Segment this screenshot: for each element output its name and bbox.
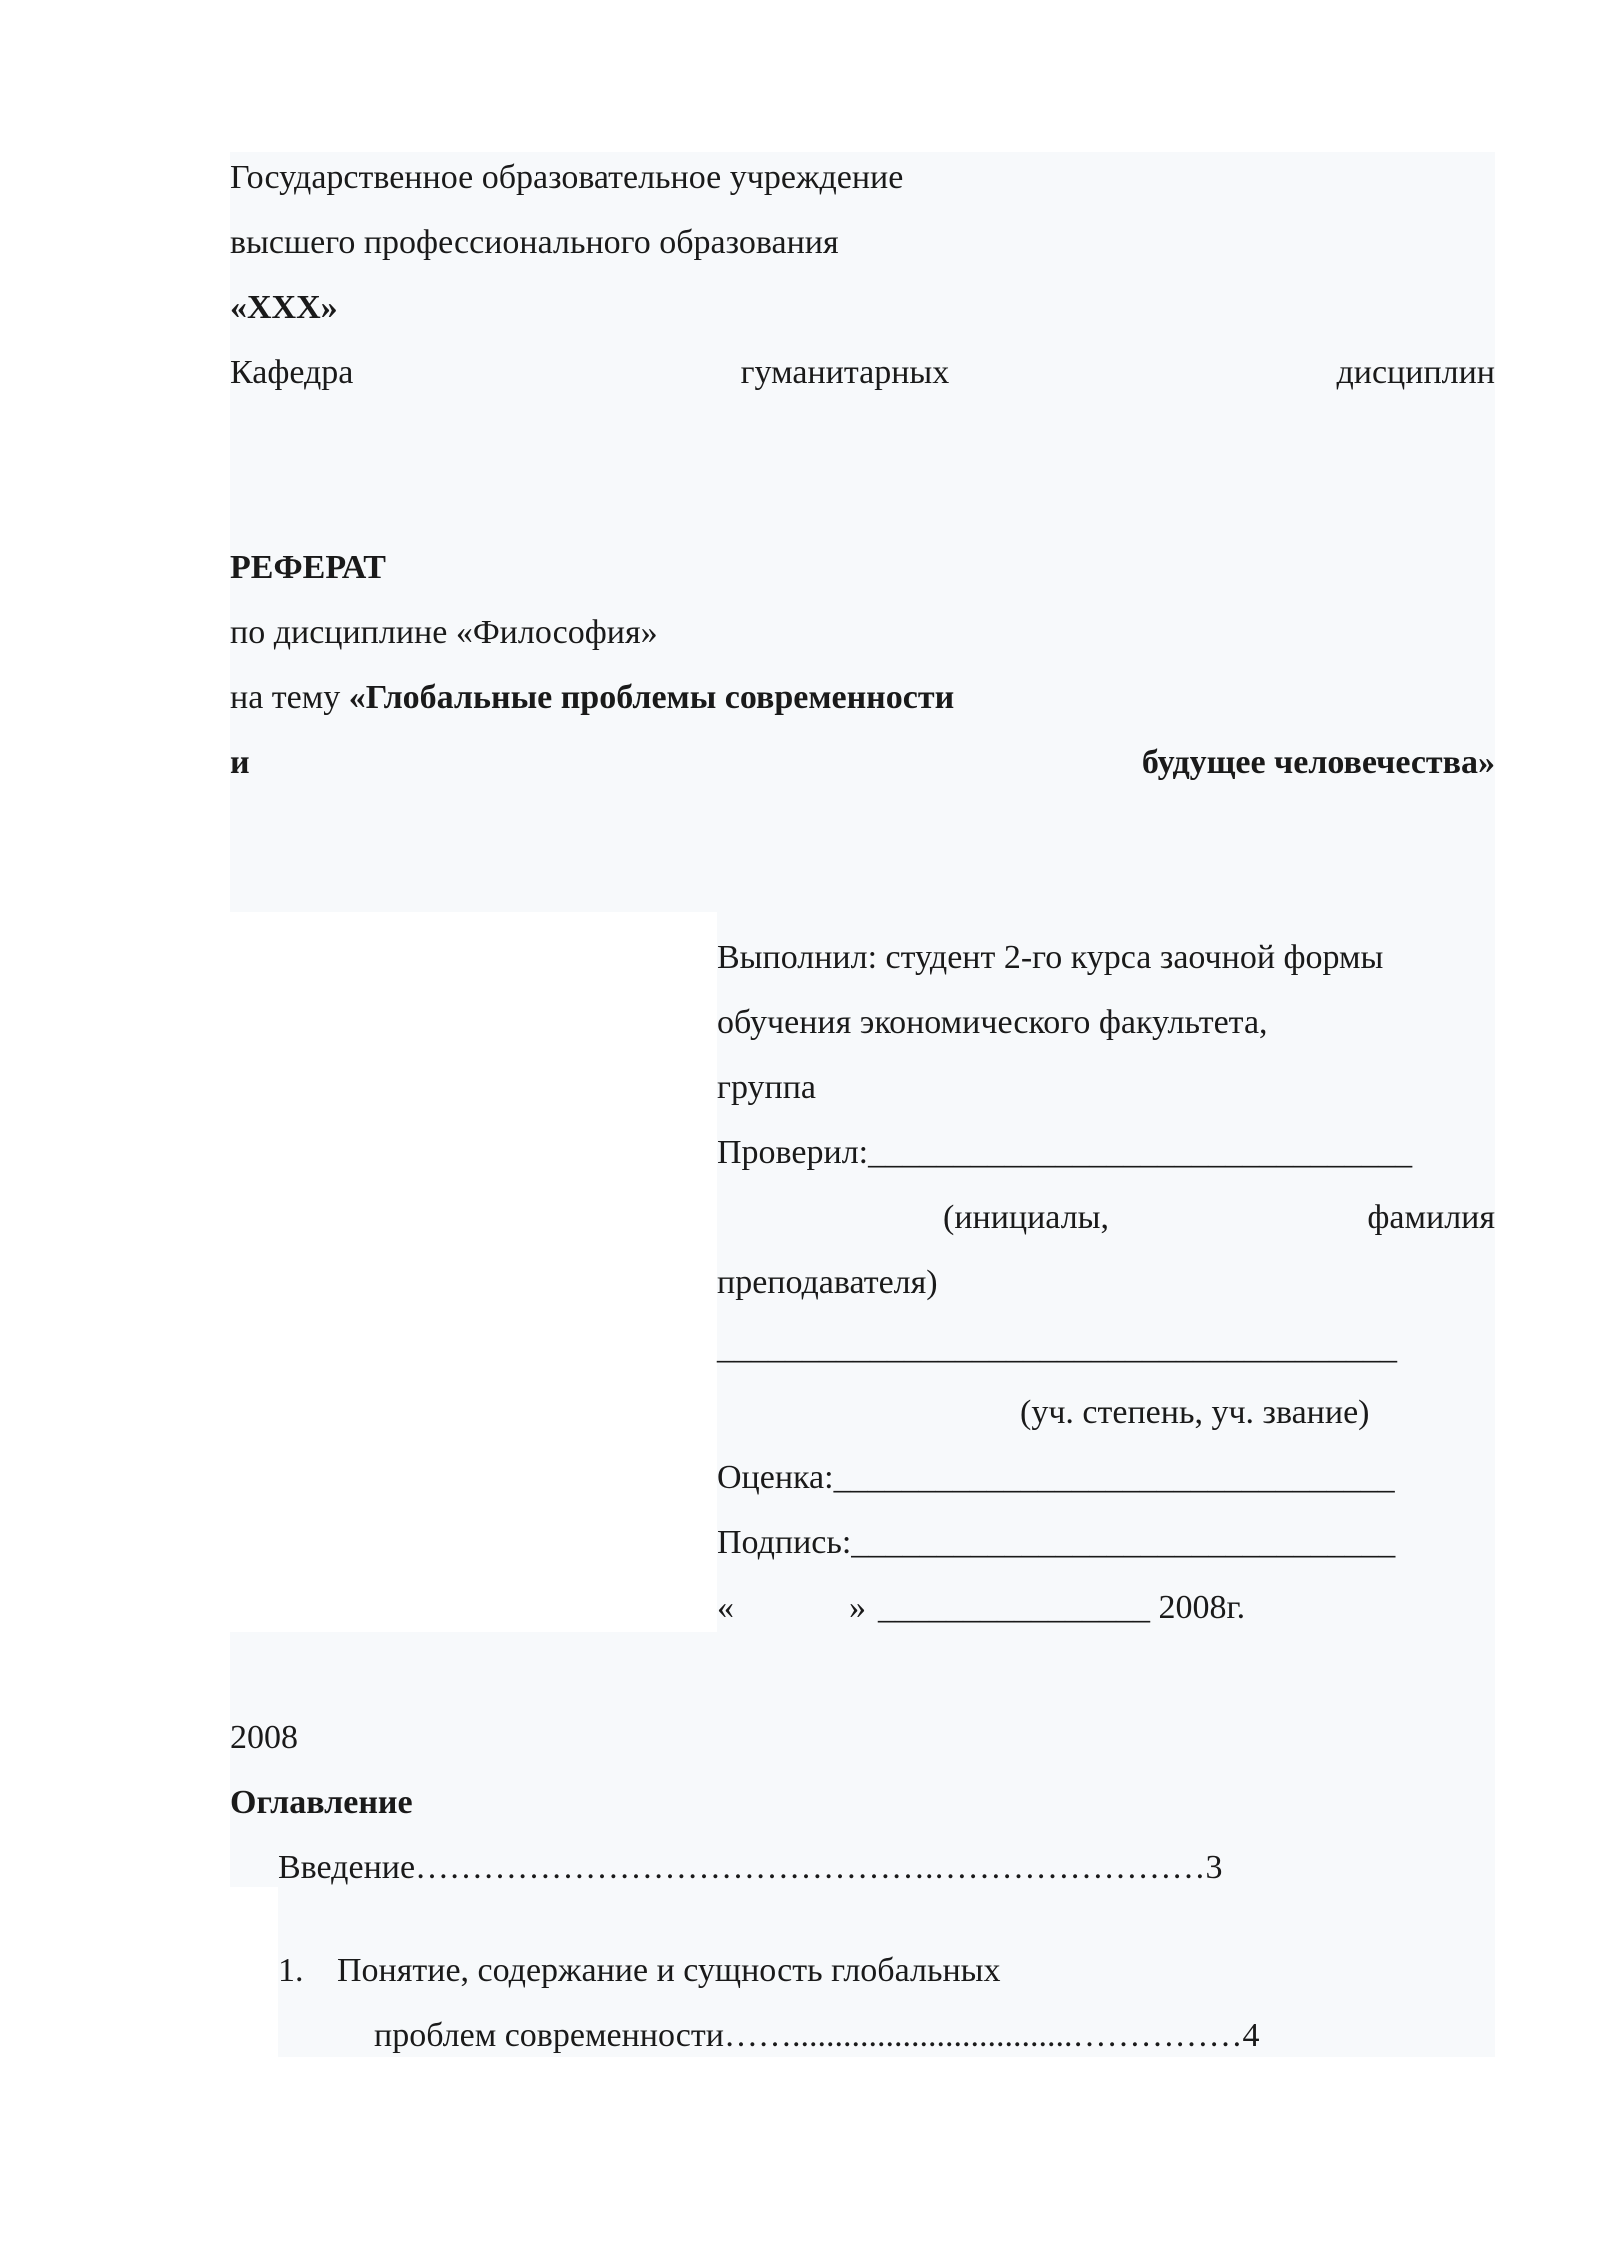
group-line: группа xyxy=(717,1069,816,1106)
topic-prefix: на тему xyxy=(230,679,349,716)
degree-blank-line: ________________________________________ xyxy=(717,1329,1397,1366)
document-panel-top xyxy=(230,152,1495,912)
checked-by-field: Проверил:________________________________ xyxy=(717,1134,1413,1171)
discipline-line: по дисциплине «Философия» xyxy=(230,614,658,651)
degree-note: (уч. степень, уч. звание) xyxy=(1020,1394,1370,1431)
teacher-note-line-2: преподавателя) xyxy=(717,1264,938,1301)
date-open-quote: « xyxy=(717,1589,734,1626)
institution-line-1: Государственное образовательное учреждение xyxy=(230,159,904,196)
topic-title-part-1: «Глобальные проблемы современности xyxy=(348,679,955,716)
university-name: «ХХХ» xyxy=(230,289,338,326)
topic-title-word-and: и xyxy=(230,744,250,781)
document-year: 2008 xyxy=(230,1719,298,1756)
performed-by-line-2: обучения экономического факультета, xyxy=(717,1004,1268,1041)
date-close-quote: » xyxy=(849,1589,866,1626)
signature-field: Подпись:________________________________ xyxy=(717,1524,1396,1561)
department-word-3: дисциплин xyxy=(1336,354,1495,391)
date-field: ________________ 2008г. xyxy=(878,1589,1246,1626)
topic-line-2 xyxy=(230,746,1495,780)
institution-line-2: высшего профессионального образования xyxy=(230,224,839,261)
department-line xyxy=(230,356,1495,390)
toc-item-1-line-2: проблем современности…….................................……………4 xyxy=(374,2017,1260,2054)
performed-by-line-1: Выполнил: студент 2-го курса заочной формы xyxy=(717,939,1384,976)
department-word-1: Кафедра xyxy=(230,354,354,391)
toc-item-introduction: Введение……………………………………….……………………3 xyxy=(278,1849,1223,1886)
grade-field: Оценка:_________________________________ xyxy=(717,1459,1395,1496)
teacher-note-right: фамилия xyxy=(1367,1199,1495,1236)
toc-item-1-line-1: Понятие, содержание и сущность глобальных xyxy=(337,1952,1001,1989)
teacher-note-left: (инициалы, xyxy=(943,1199,1109,1236)
toc-item-1-number: 1. xyxy=(278,1952,304,1989)
department-word-2: гуманитарных xyxy=(740,354,950,391)
toc-heading: Оглавление xyxy=(230,1784,413,1821)
document-kind: РЕФЕРАТ xyxy=(230,549,386,586)
topic-line-1 xyxy=(230,681,954,715)
topic-title-part-2: будущее человечества» xyxy=(1141,744,1495,781)
